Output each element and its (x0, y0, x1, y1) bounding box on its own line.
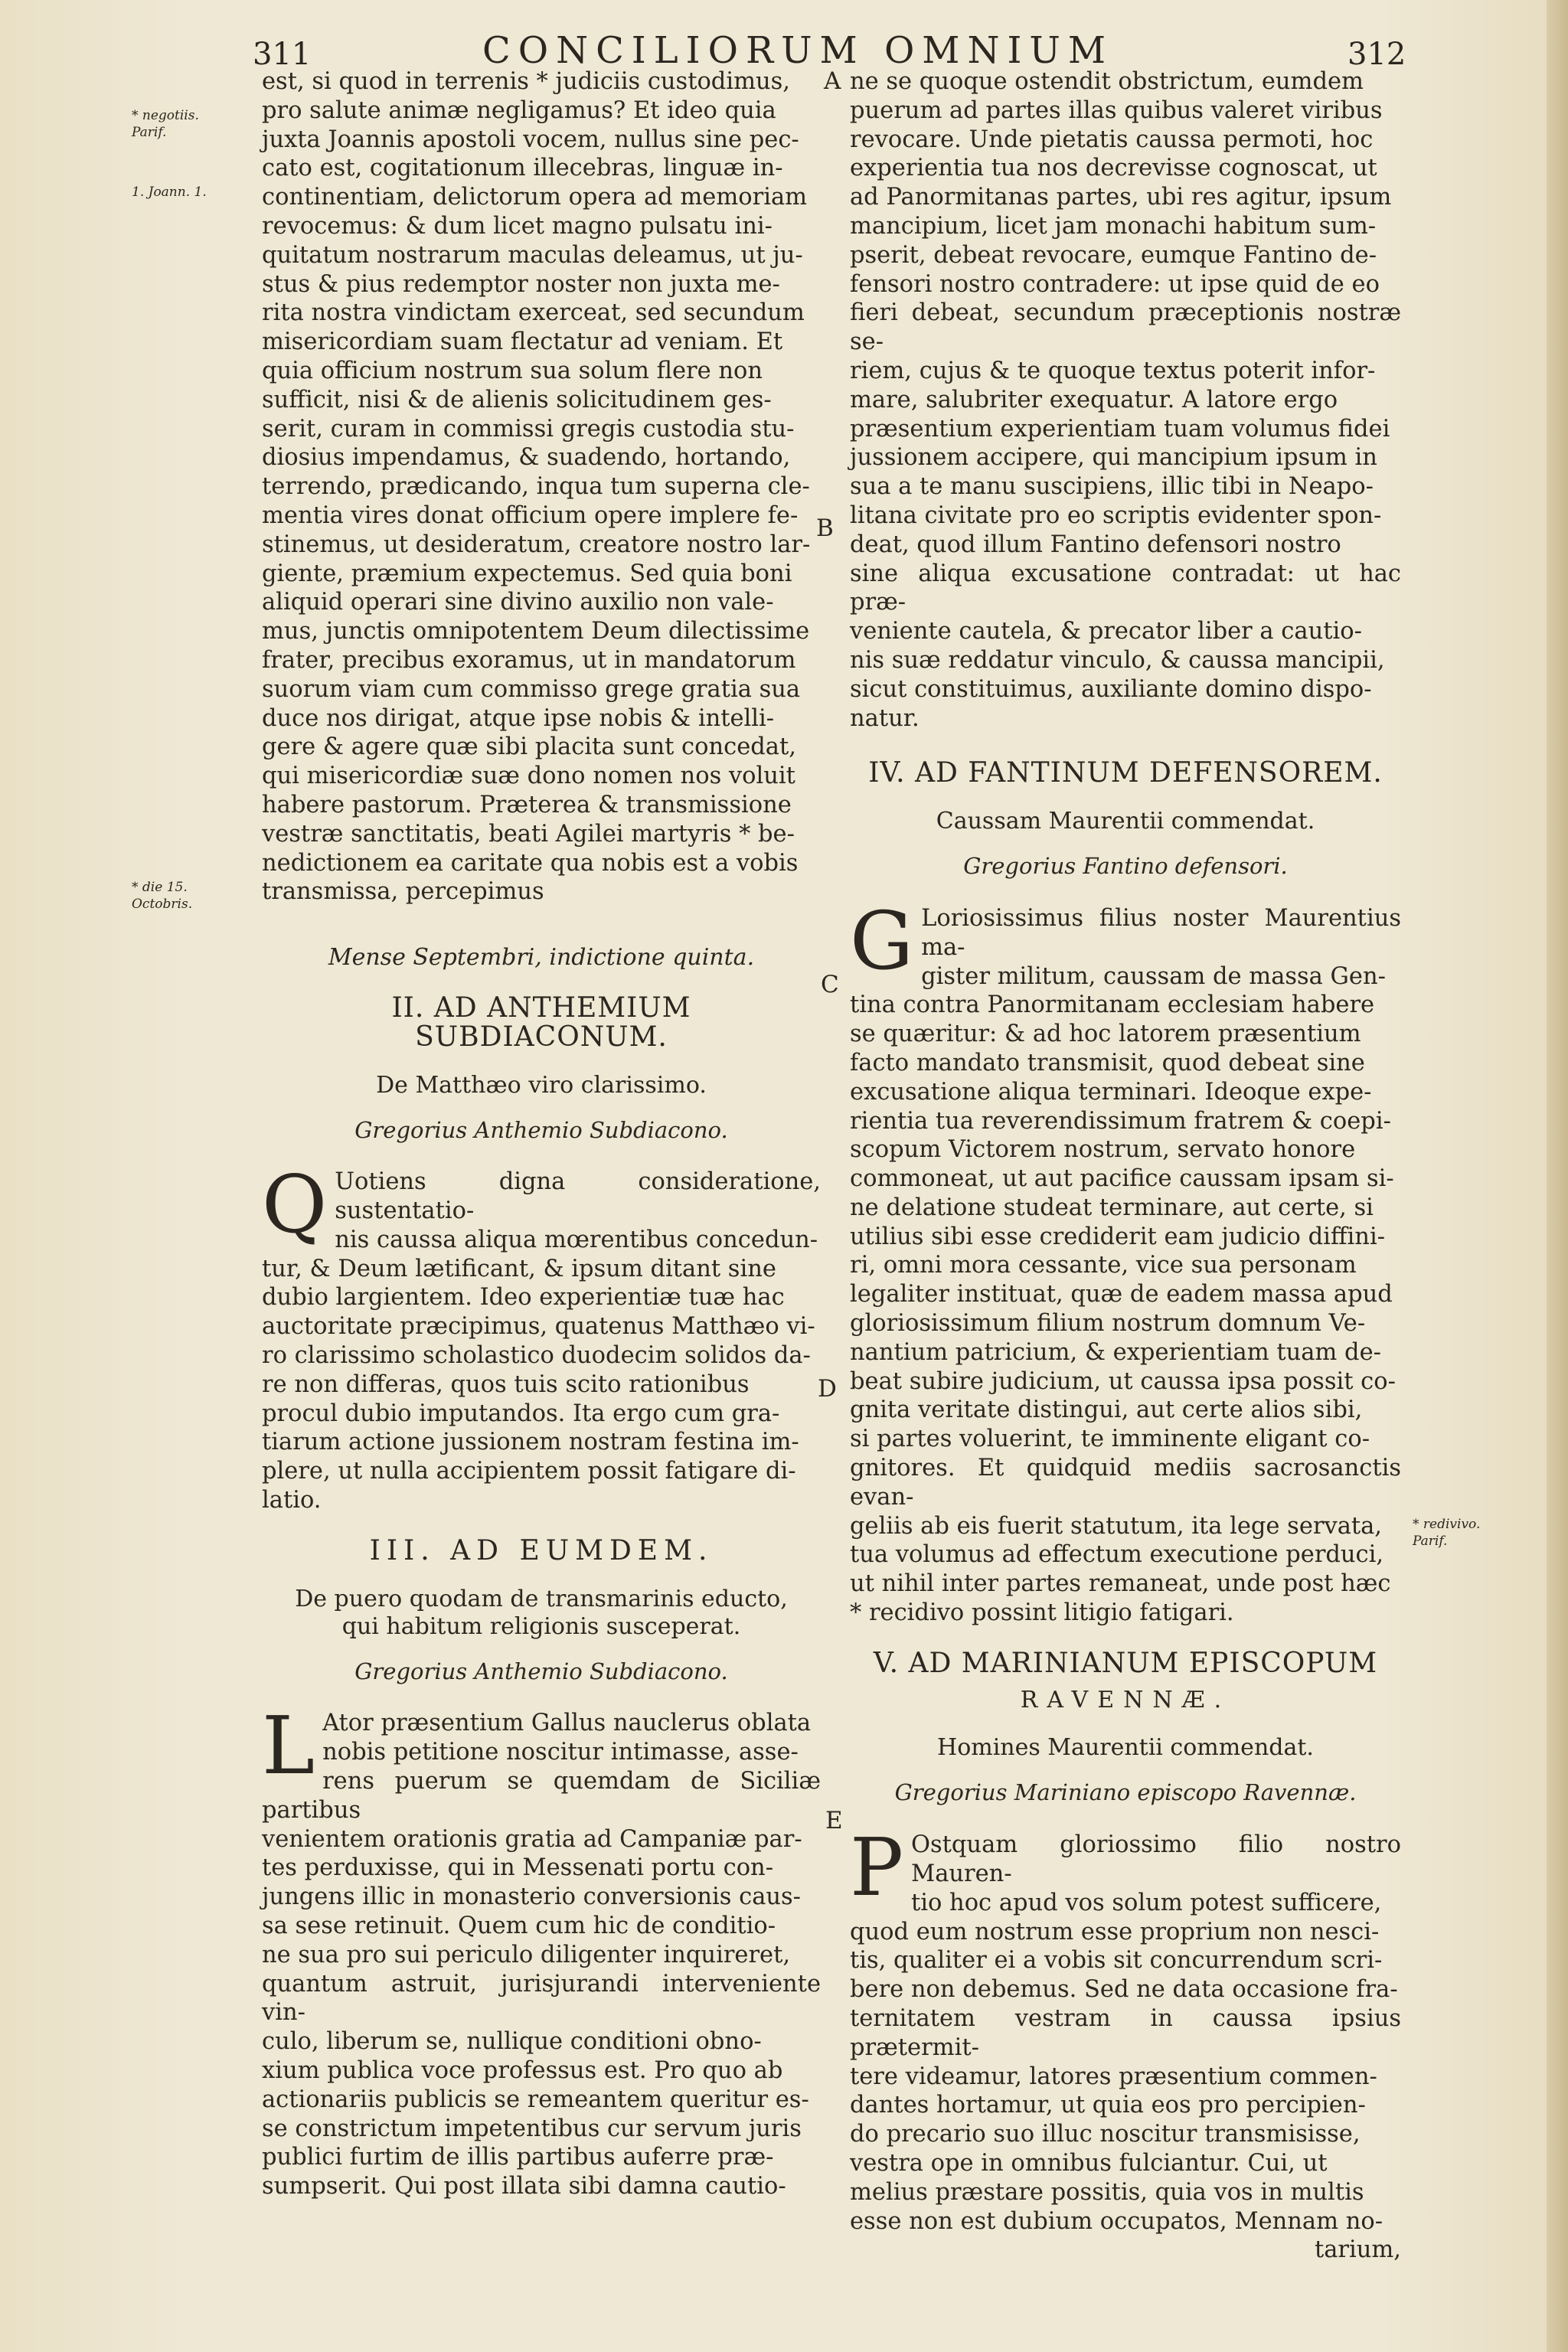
text-line: suorum viam cum commisso grege gratia sua (262, 675, 801, 703)
text-line: revocare. Unde pietatis caussa permoti, hoc (850, 126, 1374, 153)
margin-note-negotiis: * negotiis. Parif. (132, 108, 199, 140)
text-line: tes perduxisse, qui in Messenati portu con- (262, 1854, 774, 1882)
text-line: nis suæ reddatur vinculo, & caussa mancipii, (850, 646, 1385, 674)
margin-note-redivivo: * redivivo. Parif. (1413, 1517, 1481, 1549)
text-line: utilius sibi esse crediderit eam judicio diffini- (850, 1223, 1386, 1250)
text-line: gnita veritate distingui, aut certe alios sibi, (850, 1396, 1363, 1424)
text-line: ne sua pro sui periculo diligenter inquireret, (262, 1941, 791, 1968)
text-line: rita nostra vindictam exerceat, sed secundum (262, 299, 805, 327)
section-letter-b: B (816, 514, 834, 542)
text-line: serit, curam in commissi gregis custodia stu- (262, 415, 795, 443)
salutation: Gregorius Anthemio Subdiacono. (354, 1116, 728, 1143)
text-line: qui misericordiæ suæ dono nomen nos voluit (262, 763, 795, 790)
letter-body (262, 1158, 821, 1515)
section-heading-continued: RAVENNÆ. (1020, 1686, 1231, 1713)
drop-cap: P (850, 1821, 903, 1915)
text-line: litana civitate pro eo scriptis evidenter spon- (850, 501, 1382, 529)
text-line: vestræ sanctitatis, beati Agilei martyris * be- (262, 820, 795, 848)
text-line: frater, precibus exoramus, ut in mandatorum (262, 646, 796, 674)
text-line: re non differas, quos tuis scito rationibus (262, 1370, 750, 1398)
section-heading: V. AD MARINIANUM EPISCOPUM (873, 1647, 1378, 1679)
text-line: nis caussa aliqua mœrentibus concedun- (335, 1226, 818, 1253)
text-line: Ator præsentium Gallus nauclerus oblata (322, 1710, 812, 1737)
text-line: vestra ope in omnibus fulciantur. Cui, ut (850, 2150, 1328, 2177)
text-line: experientia tua nos decrevisse cognoscat, ut (850, 155, 1377, 182)
text-line: nedictionem ea caritate qua nobis est a vobis (262, 849, 799, 877)
text-line: puerum ad partes illas quibus valeret viribus (850, 96, 1383, 124)
margin-note-die: * die 15. Octobris. (132, 880, 193, 912)
section-summary: De Matthæo viro clarissimo. (376, 1071, 707, 1099)
text-line: ternitatem vestram in caussa ipsius prætermit- (850, 2005, 1401, 2061)
text-line: Loriosissimus filius noster Maurentius ma- (921, 904, 1401, 961)
text-line: geliis ab eis fuerit statutum, ita lege servata, (850, 1512, 1383, 1540)
text-line: ri, omni mora cessante, vice sua personam (850, 1252, 1357, 1279)
text-line: xium publica voce professus est. Pro quo ab (262, 2057, 783, 2085)
text-line: sine aliqua excusatione contradat: ut hac præ- (850, 560, 1401, 616)
date-line: Mense Septembri, indictione quinta. (328, 944, 755, 972)
page-edge (1547, 0, 1568, 2352)
text-line: tis, qualiter ei a vobis sit concurrendum scri- (850, 1947, 1383, 1975)
text-line: dantes hortamur, ut quia eos pro percipien- (850, 2092, 1366, 2119)
text-line: natur. (850, 704, 920, 732)
text-line: latio. (262, 1487, 322, 1514)
text-line: quod eum nostrum esse proprium non nesci- (850, 1918, 1380, 1945)
text-line: rens puerum se quemdam de Siciliæ partibus (262, 1768, 821, 1824)
text-line: culo, liberum se, nullique conditioni obno- (262, 2028, 762, 2056)
text-line: gnitores. Et quidquid mediis sacrosanctis evan- (850, 1455, 1401, 1511)
letter-body (850, 1821, 1401, 2265)
text-line: facto mandato transmisit, quod debeat sine (850, 1049, 1365, 1076)
text-line: ut nihil inter partes remaneat, unde post hæc (850, 1570, 1391, 1598)
text-line: pro salute animæ negligamus? Et ideo quia (262, 96, 776, 124)
text-line: juxta Joannis apostoli vocem, nullus sine pec- (262, 126, 799, 153)
text-line: actionariis publicis se remeantem queritur es- (262, 2086, 809, 2113)
left-column (262, 67, 821, 2201)
text-line: gloriosissimum filium nostrum domnum Ve- (850, 1310, 1366, 1338)
text-line: do precario suo illuc noscitur transmisisse, (850, 2121, 1361, 2148)
text-line: procul dubio imputandos. Ita ergo cum gra- (262, 1400, 780, 1427)
text-line: se constrictum impetentibus cur servum juris (262, 2115, 802, 2142)
text-line: fensori nostro contradere: ut ipse quid de eo (850, 270, 1380, 298)
text-line: legaliter instituat, quæ de eadem massa apud (850, 1281, 1393, 1308)
section-summary-continued: qui habitum religionis susceperat. (341, 1612, 741, 1640)
text-line: continentiam, delictorum opera ad memoriam (262, 184, 808, 211)
text-line: revocemus: & dum licet magno pulsatu ini- (262, 212, 773, 240)
section-letter-a: A (824, 67, 841, 95)
section-letter-e: E (825, 1807, 843, 1834)
text-line: mare, salubriter exequatur. A latore ergo (850, 386, 1338, 413)
section-letter-d: D (818, 1375, 837, 1403)
text-line: habere pastorum. Præterea & transmissione (262, 791, 792, 818)
text-line: stinemus, ut desideratum, creatore nostro lar- (262, 531, 811, 558)
text-line: duce nos dirigat, atque ipse nobis & intelli- (262, 704, 775, 732)
section-heading: III. AD EUMDEM. (369, 1534, 714, 1566)
text-line: mancipium, licet jam monachi habitum sum- (850, 212, 1377, 240)
text-line: pserit, debeat revocare, eumque Fantino de- (850, 241, 1377, 269)
text-line: tiarum actione jussionem nostram festina im- (262, 1429, 799, 1456)
text-line: præsentium experientiam tuam volumus fidei (850, 415, 1390, 443)
text-line: Uotiens digna consideratione, sustentatio- (335, 1168, 821, 1225)
drop-cap: G (850, 893, 914, 988)
text-line: si partes voluerint, te imminente eligant co- (850, 1426, 1370, 1453)
section-summary: Caussam Maurentii commendat. (936, 808, 1315, 835)
text-line: jungens illic in monasterio conversionis caus- (262, 1883, 801, 1911)
text-line: venientem orationis gratia ad Campaniæ par- (262, 1825, 802, 1853)
right-column (850, 67, 1401, 2265)
text-line: jussionem accipere, qui mancipium ipsum in (850, 444, 1377, 472)
page-number-right: 312 (1348, 37, 1406, 72)
text-line: scopum Victorem nostrum, servato honore (850, 1136, 1356, 1164)
running-title: CONCILIORUM OMNIUM (482, 29, 1114, 72)
salutation: Gregorius Mariniano episcopo Ravennæ. (894, 1779, 1357, 1806)
text-line: fieri debeat, secundum præceptionis nostræ se- (850, 299, 1401, 356)
continuation-text (850, 67, 1401, 733)
letter-body (262, 1699, 821, 2201)
continuation-text (262, 67, 821, 906)
text-line: veniente cautela, & precator liber a cautio- (850, 618, 1362, 645)
section-heading: IV. AD FANTINUM DEFENSOREM. (868, 757, 1383, 789)
section-summary: Homines Maurentii commendat. (937, 1734, 1314, 1762)
text-line: giente, præmium expectemus. Sed quia boni (262, 560, 792, 587)
text-line: ro clarissimo scholastico duodecim solidos da- (262, 1342, 811, 1370)
text-line: sicut constituimus, auxiliante domino dispo- (850, 675, 1372, 703)
text-line: quantum astruit, jurisjurandi interveniente vin- (262, 1970, 821, 2027)
text-line: ad Panormitanas partes, ubi res agitur, ipsum (850, 184, 1392, 211)
text-line: rientia tua reverendissimum fratrem & coepi- (850, 1107, 1391, 1135)
text-line: deat, quod illum Fantino defensori nostro (850, 531, 1341, 558)
text-line: publici furtim de illis partibus auferre præ- (262, 2144, 774, 2171)
text-line: cato est, cogitationum illecebras, linguæ in- (262, 155, 783, 182)
text-line: misericordiam suam flectatur ad veniam. Et (262, 328, 783, 356)
margin-note-ioann: 1. Joann. 1. (132, 185, 207, 200)
salutation: Gregorius Fantino defensori. (963, 853, 1288, 880)
text-line: plere, ut nulla accipientem possit fatigare di- (262, 1458, 796, 1485)
text-line: sumpserit. Qui post illata sibi damna cautio- (262, 2173, 786, 2200)
text-line: melius præstare possitis, quia vos in multis (850, 2178, 1364, 2206)
text-line: tina contra Panormitanam ecclesiam habere (850, 991, 1375, 1019)
text-line: sa sese retinuit. Quem cum hic de conditio- (262, 1913, 776, 1940)
text-line: quitatum nostrarum maculas deleamus, ut ju- (262, 241, 803, 269)
text-line: riem, cujus & te quoque textus poterit infor- (850, 357, 1376, 384)
drop-cap: L (262, 1699, 315, 1793)
text-line: se quæritur: & ad hoc latorem præsentium (850, 1021, 1361, 1048)
text-line: stus & pius redemptor noster non juxta me- (262, 270, 780, 298)
text-line: beat subire judicium, ut caussa ipsa possit co- (850, 1367, 1396, 1395)
letter-body (850, 893, 1401, 1628)
text-line: commoneat, ut aut pacifice caussam ipsam si- (850, 1165, 1394, 1193)
text-line: tur, & Deum lætificant, & ipsum ditant sine (262, 1255, 776, 1282)
text-line: diosius impendamus, & suadendo, hortando, (262, 444, 791, 472)
text-line: est, si quod in terrenis * judiciis custodimus, (262, 68, 791, 95)
page-number-left: 311 (253, 37, 312, 72)
text-line: mus, junctis omnipotentem Deum dilectissime (262, 618, 810, 645)
text-line: bere non debemus. Sed ne data occasione fra- (850, 1976, 1398, 2004)
text-line: tarium, (1314, 2236, 1401, 2264)
text-line: tua volumus ad effectum executione perduci, (850, 1541, 1384, 1569)
text-line: gere & agere quæ sibi placita sunt concedat, (262, 733, 796, 761)
section-heading: II. AD ANTHEMIUM SUBDIACONUM. (391, 991, 691, 1053)
text-line: ne se quoque ostendit obstrictum, eumdem (850, 68, 1364, 95)
text-line: esse non est dubium occupatos, Mennam no- (850, 2207, 1383, 2235)
text-line: quia officium nostrum sua solum flere non (262, 357, 763, 384)
text-line: * recidivo possint litigio fatigari. (850, 1599, 1234, 1627)
section-letter-c: C (821, 971, 839, 998)
text-line: transmissa, percepimus (262, 878, 544, 906)
text-line: terrendo, prædicando, inqua tum superna cle- (262, 473, 810, 501)
text-line: excusatione aliqua terminari. Ideoque expe- (850, 1078, 1372, 1106)
salutation: Gregorius Anthemio Subdiacono. (354, 1658, 728, 1684)
text-line: sufficit, nisi & de alienis solicitudinem ges- (262, 386, 772, 413)
drop-cap: Q (262, 1158, 328, 1252)
text-line: Ostquam gloriossimo filio nostro Mauren- (910, 1831, 1401, 1888)
text-line: tio hoc apud vos solum potest sufficere, (910, 1889, 1382, 1916)
text-line: nobis petitione noscitur intimasse, asse- (322, 1739, 799, 1766)
text-line: gister militum, caussam de massa Gen- (921, 962, 1386, 990)
text-line: aliquid operari sine divino auxilio non vale- (262, 589, 774, 616)
text-line: auctoritate præcipimus, quatenus Matthæo vi- (262, 1313, 815, 1341)
text-line: ne delatione studeat terminare, aut certe, si (850, 1194, 1374, 1221)
text-line: nantium patricium, & experientiam tuam de- (850, 1338, 1381, 1366)
text-line: tere videamur, latores præsentium commen- (850, 2063, 1377, 2090)
text-line: sua a te manu suscipiens, illic tibi in Neapo- (850, 473, 1374, 501)
text-line: dubio largientem. Ideo experientiæ tuæ hac (262, 1284, 785, 1312)
text-line: mentia vires donat officium opere implere fe- (262, 501, 799, 529)
section-summary: De puero quodam de transmarinis educto, (295, 1585, 788, 1612)
